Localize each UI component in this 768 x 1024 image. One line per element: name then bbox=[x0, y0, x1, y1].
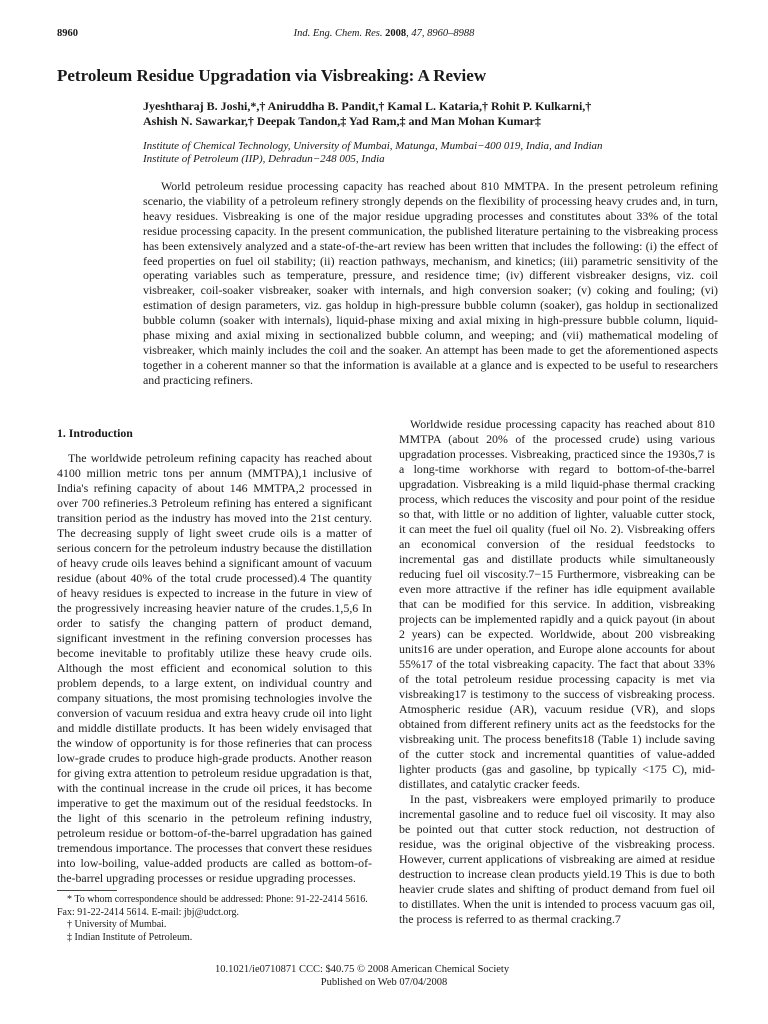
page-number: 8960 bbox=[57, 28, 78, 39]
affiliation-line-1: Institute of Chemical Technology, University of Mumbai, Matunga, Mumbai−400 019, India, and Indian bbox=[143, 140, 603, 152]
affiliations bbox=[143, 140, 723, 166]
paper-title: Petroleum Residue Upgradation via Visbreaking: A Review bbox=[57, 66, 487, 85]
footnote-iip: ‡ Indian Institute of Petroleum. bbox=[67, 931, 193, 943]
right-paragraph-1: Worldwide residue processing capacity has reached about 810 MMTPA (about 20% of the processed crude) using various upgradation processes. Visbreaking, practiced since the 1930s,7 is a long-time workhorse with regard to bottom-of-the-barrel upgradation. Visbreaking is a mild liquid-phase thermal cracking process, which reduces the viscosity and pour point of the residue so that, with little or no addition of lighter, valuable cutter stock, it can meet the fuel oil quality (fuel oil No. 2). Visbreaking offers an economical conversion of the residual feedstocks to incremental gas and distillate products while simultaneously reducing fuel oil viscosity.7−15 Furthermore, visbreaking can be even more attractive if the refiner has idle equipment available that can be modified for this service. In addition, visbreaking projects can be implemented rapidly and a quick payout (in about 2 years) can be expected. Worldwide, about 200 visbreaking units16 are under operation, and Europe alone accounts for about 55%17 of the total visbreaking capacity. The fact that about 33% of the total petroleum residue processing capacity is met via visbreaking17 is testimony to the success of visbreaking process. Atmospheric residue (AR), vacuum residue (VR), and slops obtained from different refinery units act as the feedstocks for the visbreaking unit. The process benefits18 (Table 1) include saving of the cutter stock and incremental quantities of value-added lighter products (gas and gasoline, bp typically <175 C), mid-distillates, and catalytic cracker feeds. bbox=[399, 417, 715, 791]
intro-paragraph-1: The worldwide petroleum refining capacity has reached about 4100 million metric tons per annum (MMTPA),1 inclusive of India's refining capacity of about 146 MMTPA,2 processed in over 700 refineries.3 Petroleum refining has entered a significant transition period as the industry has moved into the 21st century. The decreasing supply of light sweet crude oils is a matter of serious concern for the petroleum industry because the distillation of heavy crude oils leaves behind a significant amount of vacuum residue (about 40% of the total crude processed).4 The quantity of heavy residues is expected to increase in the future in view of the progressively increasing heavier nature of the crudes.1,5,6 In order to satisfy the changing pattern of product demand, significant investment in the refining conversion processes has become inevitable to profitably utilize these heavy crude oils. Although the most efficient and economical solution to this problem depends, to a large extent, on individual country and company situations, the most promising technologies involve the conversion of vacuum residua and extra heavy crude oil into light and middle distillate products. It has been widely envisaged that the window of opportunity is for those refineries that can process low-grade crudes to produce high-grade products. Another reason for giving extra attention to petroleum residue upgradation is that, with the continual increase in the crude oil prices, it has become imperative to get the maximum out of the residual feedstocks. In the light of this scenario in the petroleum refining industry, petroleum residue or bottom-of-the-barrel upgradation has gained tremendous importance. The processes that convert these residues into low-boiling, value-added products are called as bottom-of-the-barrel upgrading processes or residue upgrading processes. bbox=[57, 451, 372, 885]
published-date: Published on Web 07/04/2008 bbox=[320, 977, 448, 988]
journal-citation: Ind. Eng. Chem. Res. 2008, 47, 8960–8988 bbox=[293, 28, 475, 39]
journal-pages: 8960–8988 bbox=[427, 28, 475, 39]
journal-name: Ind. Eng. Chem. Res. bbox=[293, 28, 383, 39]
footnote-rule bbox=[57, 890, 117, 891]
author-list bbox=[143, 99, 703, 129]
left-column bbox=[57, 426, 372, 886]
journal-volume: 47 bbox=[411, 28, 422, 39]
section-heading-introduction: 1. Introduction bbox=[57, 426, 133, 440]
authors-line-1: Jyeshtharaj B. Joshi,*,† Aniruddha B. Pandit,† Kamal L. Kataria,† Rohit P. Kulkarni,† bbox=[143, 99, 592, 113]
right-paragraph-2: In the past, visbreakers were employed primarily to produce incremental gasoline and to reduce fuel oil viscosity. It may also be pointed out that cutter stock reduction, not destruction of residue, was the original objective of the visbreaking process. However, current applications of visbreaking are aimed at residue destruction to increase clean products yield.19 This is due to both heavier crude slates and shifting of product demand from fuel oil to distillates. When the unit is intended to process vacuum gas oil, the process is referred to as thermal cracking.7 bbox=[399, 792, 715, 926]
right-column bbox=[399, 417, 715, 927]
footnote-mumbai: † University of Mumbai. bbox=[67, 919, 167, 930]
doi-copyright: 10.1021/ie0710871 CCC: $40.75 © 2008 American Chemical Society bbox=[215, 964, 510, 975]
journal-year: 2008 bbox=[385, 28, 407, 39]
footnotes bbox=[57, 894, 372, 944]
authors-line-2: Ashish N. Sawarkar,† Deepak Tandon,‡ Yad Ram,‡ and Man Mohan Kumar‡ bbox=[143, 114, 541, 128]
footnote-correspondence: * To whom correspondence should be addressed: Phone: 91-22-2414 5616. Fax: 91-22-2414 5614. E-mail: jbj@udct.org. bbox=[57, 894, 368, 918]
abstract: World petroleum residue processing capacity has reached about 810 MMTPA. In the present petroleum refining scenario, the viability of a petroleum refinery strongly depends on the flexibility of processing heavy crudes and, in turn, heavy residues. Visbreaking is one of the major residue upgrading processes and constitutes about 33% of the total residue processing capacity. In the present communication, the published literature pertaining to the visbreaking process has been extensively analyzed and a state-of-the-art review has been written that includes the following: (i) the effect of feed properties on fuel oil stability; (ii) reaction pathways, mechanism, and kinetics; (iii) parametric sensitivity of the operating variables such as temperature, pressure, and residence time; (iv) different visbreaker designs, viz. coil visbreaker, coil-soaker visbreaker, soaker with internals, and high conversion soaker; (v) coking and fouling; (vi) estimation of design parameters, viz. gas holdup in high-pressure bubble column (soaker), gas holdup in sectionalized bubble column (soaker with internals), liquid-phase mixing and axial mixing in high-pressure bubble column, liquid-phase mixing and axial mixing in sectionalized bubble column, and weeping; and (vii) mathematical modeling of visbreaker, which mainly includes the coil and the soaker. An attempt has been made to get the aforementioned aspects together in a coherent manner so that the information is available at a glance and is expected to be useful to researchers and practicing refiners. bbox=[143, 179, 718, 387]
affiliation-line-2: Institute of Petroleum (IIP), Dehradun−248 005, India bbox=[143, 153, 385, 165]
